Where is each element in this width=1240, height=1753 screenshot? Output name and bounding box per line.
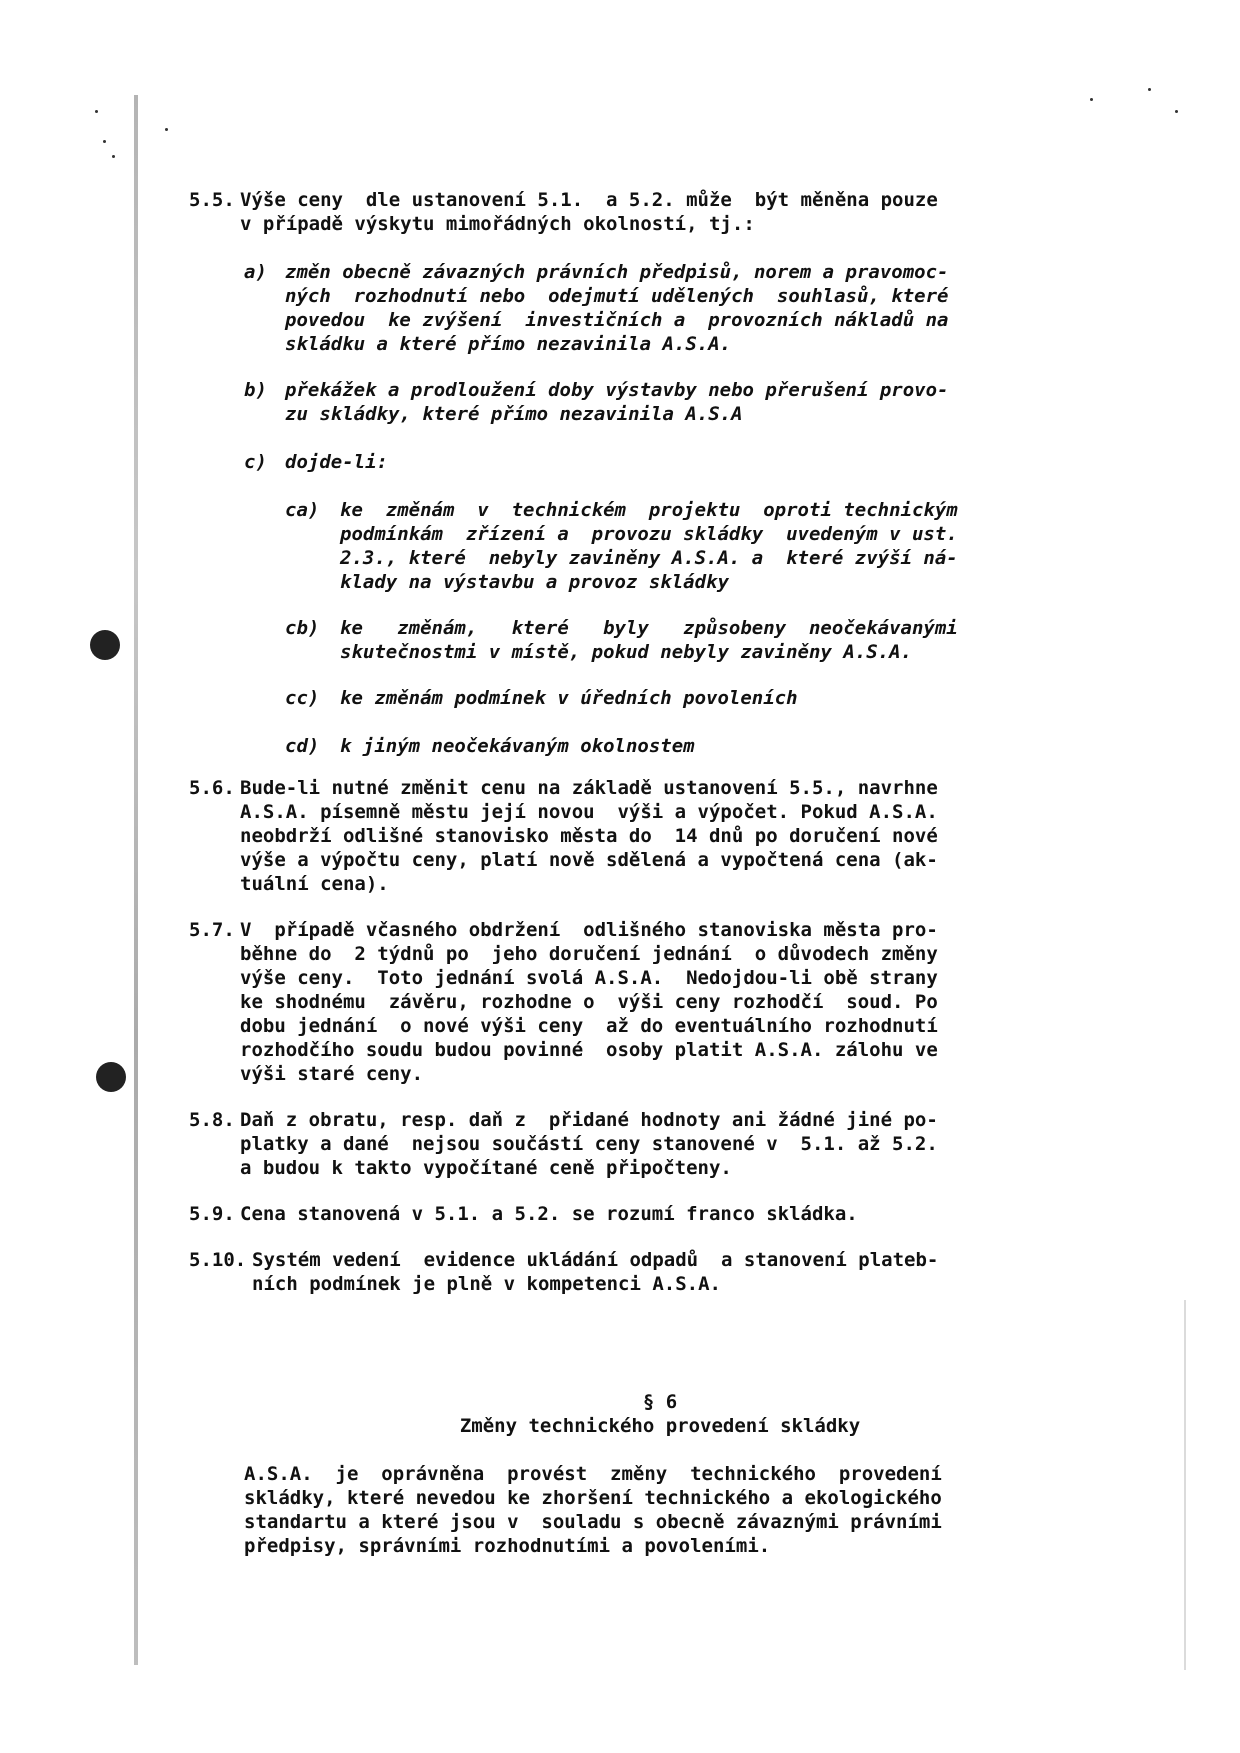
section-6-line: A.S.A. je oprávněna provést změny technického provedení bbox=[244, 1463, 942, 1485]
clause-5-5-cc-line: ke změnám podmínek v úředních povoleních bbox=[340, 687, 798, 709]
clause-5-5-b-label: b) bbox=[244, 379, 267, 401]
clause-5-6-number: 5.6. bbox=[189, 777, 235, 799]
section-6-line: standartu a které jsou v souladu s obecně závaznými právními bbox=[244, 1511, 942, 1533]
clause-5-5-number: 5.5. bbox=[189, 189, 235, 211]
clause-5-5-ca-label: ca) bbox=[285, 499, 320, 521]
clause-5-8-line: a budou k takto vypočítané ceně připočteny. bbox=[240, 1157, 732, 1179]
clause-5-7-line: výše ceny. Toto jednání svolá A.S.A. Nedojdou-li obě strany bbox=[240, 967, 938, 989]
clause-5-7-line: rozhodčího soudu budou povinné osoby platit A.S.A. zálohu ve bbox=[240, 1039, 938, 1061]
clause-5-5-ca-line: ke změnám v technickém projektu oproti technickým bbox=[340, 499, 958, 521]
clause-5-5-ca-line: klady na výstavbu a provoz skládky bbox=[340, 571, 729, 593]
clause-5-6-line: tuální cena). bbox=[240, 873, 389, 895]
scan-right-edge bbox=[1184, 1300, 1186, 1670]
section-symbol: § 6 bbox=[642, 1391, 678, 1413]
scan-speck bbox=[1148, 88, 1151, 91]
clause-5-5-a-line: skládku a které přímo nezavinila A.S.A. bbox=[285, 333, 732, 355]
clause-5-8-line: Daň z obratu, resp. daň z přidané hodnoty ani žádné jiné po- bbox=[240, 1109, 938, 1131]
clause-5-7-line: V případě včasného obdržení odlišného stanoviska města pro- bbox=[240, 919, 938, 941]
section-6-line: předpisy, správními rozhodnutími a povoleními. bbox=[244, 1535, 771, 1557]
scan-speck bbox=[95, 110, 98, 113]
scan-speck bbox=[165, 128, 168, 131]
clause-5-5-cd-line: k jiným neočekávaným okolnostem bbox=[340, 735, 695, 757]
scan-speck bbox=[1090, 98, 1093, 101]
clause-5-5-ca-line: 2.3., které nebyly zaviněny A.S.A. a které zvýší ná- bbox=[340, 547, 958, 569]
punch-hole-bottom bbox=[96, 1062, 126, 1092]
clause-5-6-line: výše a výpočtu ceny, platí nově sdělená a vypočtená cena (ak- bbox=[240, 849, 938, 871]
clause-5-7-line: výši staré ceny. bbox=[240, 1063, 424, 1085]
clause-5-5-a-line: povedou ke zvýšení investičních a provozních nákladů na bbox=[285, 309, 949, 331]
clause-5-5-line: v případě výskytu mimořádných okolností, tj.: bbox=[240, 213, 755, 235]
clause-5-5-a-line: změn obecně závazných právních předpisů, norem a pravomoc- bbox=[285, 261, 949, 283]
clause-5-7-line: dobu jednání o nové výši ceny až do eventuálního rozhodnutí bbox=[240, 1015, 938, 1037]
clause-5-10-line: Systém vedení evidence ukládání odpadů a stanovení plateb- bbox=[252, 1249, 939, 1271]
clause-5-7-line: ke shodnému závěru, rozhodne o výši ceny rozhodčí soud. Po bbox=[240, 991, 938, 1013]
clause-5-5-a-label: a) bbox=[244, 261, 267, 283]
clause-5-5-cc-label: cc) bbox=[285, 687, 320, 709]
punch-hole-top bbox=[90, 630, 120, 660]
clause-5-5-c-line: dojde-li: bbox=[285, 451, 388, 473]
scan-speck bbox=[112, 155, 115, 158]
section-6-line: skládky, které nevedou ke zhoršení technického a ekologického bbox=[244, 1487, 942, 1509]
clause-5-9-number: 5.9. bbox=[189, 1203, 235, 1225]
clause-5-7-line: běhne do 2 týdnů po jeho doručení jednání o důvodech změny bbox=[240, 943, 938, 965]
clause-5-5-ca-line: podmínkám zřízení a provozu skládky uvedeným v ust. bbox=[340, 523, 958, 545]
clause-5-5-cd-label: cd) bbox=[285, 735, 320, 757]
clause-5-5-b-line: překážek a prodloužení doby výstavby nebo přerušení provo- bbox=[285, 379, 949, 401]
section-title: Změny technického provedení skládky bbox=[459, 1415, 861, 1437]
clause-5-6-line: neobdrží odlišné stanovisko města do 14 dnů po doručení nové bbox=[240, 825, 938, 847]
clause-5-10-line: ních podmínek je plně v kompetenci A.S.A. bbox=[252, 1273, 721, 1295]
clause-5-5-b-line: zu skládky, které přímo nezavinila A.S.A bbox=[285, 403, 743, 425]
clause-5-5-line: Výše ceny dle ustanovení 5.1. a 5.2. může být měněna pouze bbox=[240, 189, 938, 211]
clause-5-10-number: 5.10. bbox=[189, 1249, 247, 1271]
clause-5-5-cb-line: skutečnostmi v místě, pokud nebyly zaviněny A.S.A. bbox=[340, 641, 912, 663]
clause-5-5-c-label: c) bbox=[244, 451, 267, 473]
clause-5-5-cb-label: cb) bbox=[285, 617, 320, 639]
clause-5-5-a-line: ných rozhodnutí nebo odejmutí udělených souhlasů, které bbox=[285, 285, 949, 307]
clause-5-6-line: A.S.A. písemně městu její novou výši a výpočet. Pokud A.S.A. bbox=[240, 801, 938, 823]
clause-5-8-number: 5.8. bbox=[189, 1109, 235, 1131]
clause-5-8-line: platky a dané nejsou součástí ceny stanovené v 5.1. až 5.2. bbox=[240, 1133, 938, 1155]
scan-speck bbox=[1175, 110, 1178, 113]
clause-5-7-number: 5.7. bbox=[189, 919, 235, 941]
scan-speck bbox=[103, 140, 106, 143]
clause-5-9-line: Cena stanovená v 5.1. a 5.2. se rozumí franco skládka. bbox=[240, 1203, 858, 1225]
clause-5-5-cb-line: ke změnám, které byly způsobeny neočekávanými bbox=[340, 617, 958, 639]
clause-5-6-line: Bude-li nutné změnit cenu na základě ustanovení 5.5., navrhne bbox=[240, 777, 938, 799]
